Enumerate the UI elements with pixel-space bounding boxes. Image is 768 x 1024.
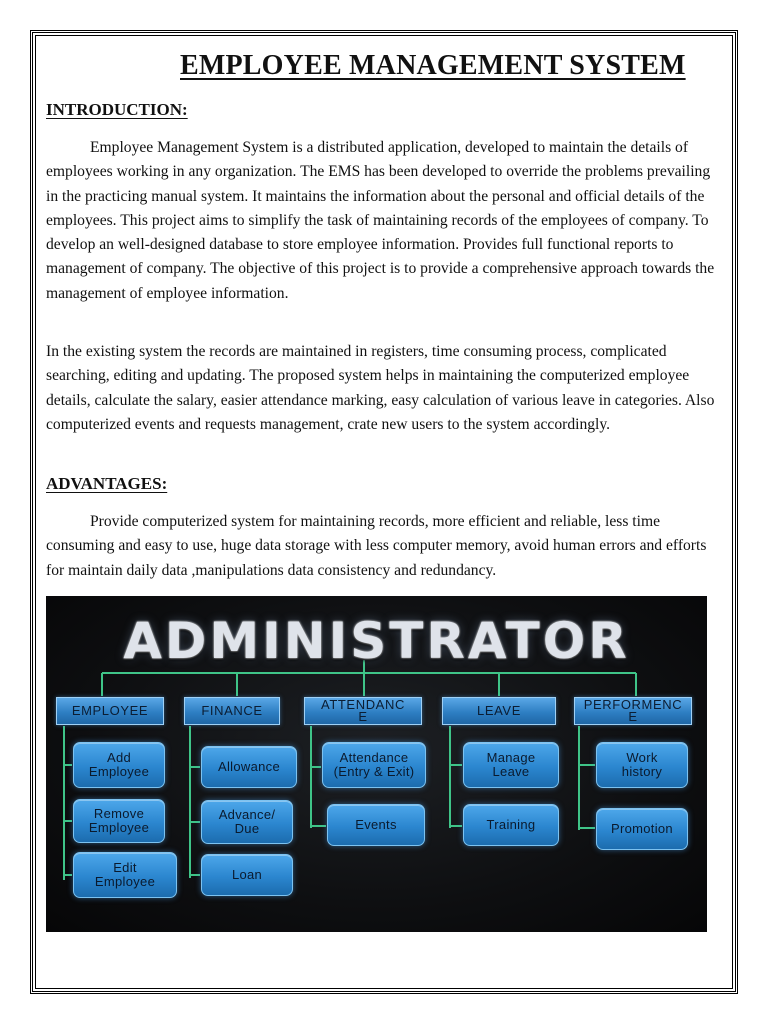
category-attendance: ATTENDANC E	[304, 697, 422, 725]
item-training: Training	[463, 804, 559, 846]
introduction-paragraph-1: Employee Management System is a distributed application, developed to maintain the details of employees working in any organization. The EMS has been developed to override the problems prevailing in the practicing manual system. It maintains the information about the personal and official details of the employees. This project aims to simplify the task of maintaining records of the employees of company. To develop an well-designed database to store employee information. Provides full functional reports to management of company. The objective of this project is to provide a comprehensive approach towards the management of employee information.	[46, 139, 715, 302]
item-attendance-entry-exit: Attendance (Entry & Exit)	[322, 742, 426, 788]
item-allowance: Allowance	[201, 746, 297, 788]
item-manage-leave: Manage Leave	[463, 742, 559, 788]
administrator-diagram	[46, 596, 707, 932]
category-employee: EMPLOYEE	[56, 697, 164, 725]
item-events: Events	[327, 804, 425, 846]
introduction-paragraph-2: In the existing system the records are maintained in registers, time consuming process, complicated searching, editing and updating. The proposed system helps in maintaining the computerized employee details, calculate the salary, easier attendance marking, easy calculation of various leave in categories. Also computerized events and requests management, crate new users to the system accordingly.	[46, 343, 715, 433]
item-promotion: Promotion	[596, 808, 688, 850]
item-work-history: Work history	[596, 742, 688, 788]
category-leave: LEAVE	[442, 697, 556, 725]
category-finance: FINANCE	[184, 697, 280, 725]
category-performance: PERFORMENC E	[574, 697, 692, 725]
item-add-employee: Add Employee	[73, 742, 165, 788]
page-title: EMPLOYEE MANAGEMENT SYSTEM	[180, 50, 686, 81]
item-remove-employee: Remove Employee	[73, 799, 165, 843]
advantages-heading: ADVANTAGES:	[46, 474, 168, 493]
introduction-heading: INTRODUCTION:	[46, 100, 188, 119]
item-loan: Loan	[201, 854, 293, 896]
item-advance-due: Advance/ Due	[201, 800, 293, 844]
advantages-paragraph: Provide computerized system for maintaining records, more efficient and reliable, less time consuming and easy to use, huge data storage with less computer memory, avoid human errors and efforts for maintain daily data ,manipulations data consistency and redundancy.	[46, 513, 707, 579]
item-edit-employee: Edit Employee	[73, 852, 177, 898]
administrator-title: ADMINISTRATOR	[123, 612, 630, 670]
